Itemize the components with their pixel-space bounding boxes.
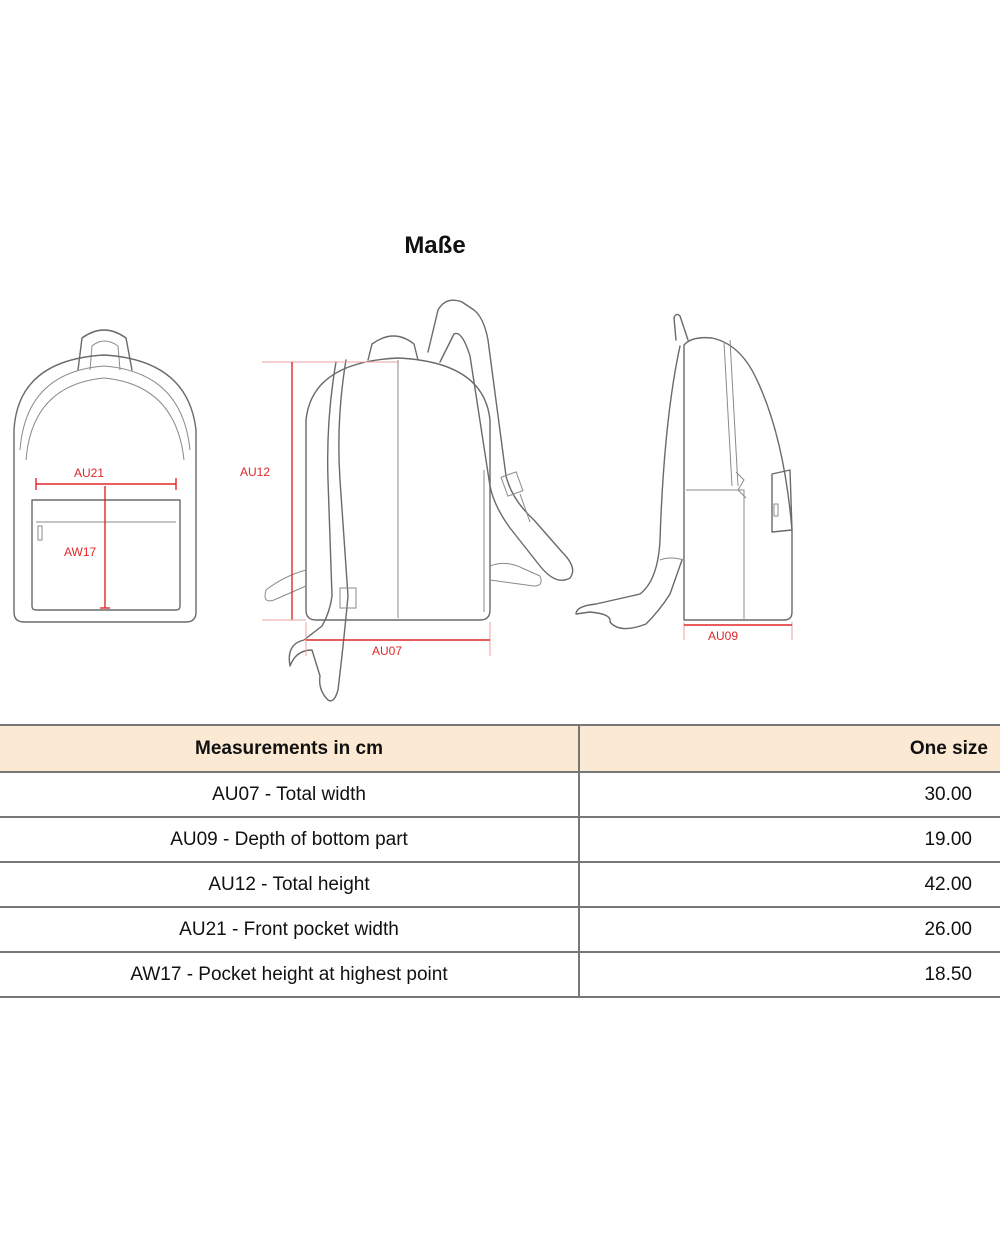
- measurement-name: AU21 - Front pocket width: [0, 907, 579, 952]
- measurement-name: AW17 - Pocket height at highest point: [0, 952, 579, 997]
- measurements-table: [0, 724, 1000, 998]
- table-header-row: [0, 725, 1000, 772]
- measurement-value: 18.50: [579, 952, 1000, 997]
- measurement-value: 30.00: [579, 772, 1000, 817]
- backpack-angled-view: [240, 300, 573, 701]
- au12-label: AU12: [240, 465, 271, 479]
- backpack-diagram: [0, 280, 1000, 710]
- au21-label: AU21: [74, 466, 105, 480]
- table-row: [0, 862, 1000, 907]
- au09-label: AU09: [708, 629, 739, 643]
- measurement-value: 42.00: [579, 862, 1000, 907]
- table-row: [0, 817, 1000, 862]
- measurement-value: 26.00: [579, 907, 1000, 952]
- page-title: Maße: [404, 232, 466, 259]
- measurement-name: AU12 - Total height: [0, 862, 579, 907]
- measurement-name: AU07 - Total width: [0, 772, 579, 817]
- backpack-front-view: [14, 330, 196, 622]
- au07-label: AU07: [372, 644, 403, 658]
- table-row: [0, 952, 1000, 997]
- measurement-name: AU09 - Depth of bottom part: [0, 817, 579, 862]
- backpack-side-view: [576, 314, 792, 643]
- table-row: [0, 907, 1000, 952]
- column-header-measurement: Measurements in cm: [0, 725, 579, 772]
- table-row: [0, 772, 1000, 817]
- column-header-size: One size: [579, 725, 1000, 772]
- aw17-label: AW17: [64, 545, 97, 559]
- measurement-value: 19.00: [579, 817, 1000, 862]
